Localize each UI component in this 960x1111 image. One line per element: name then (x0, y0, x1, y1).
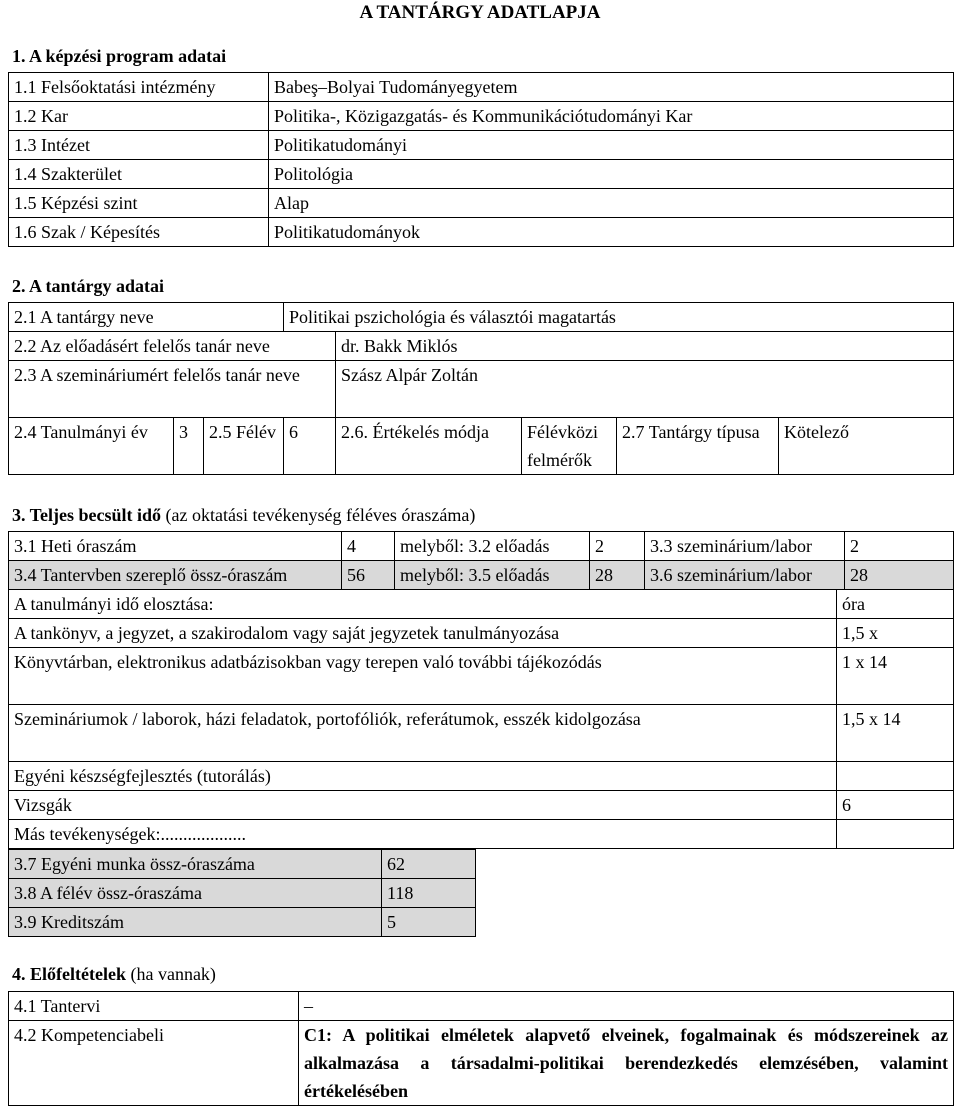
total-label: 3.9 Kreditszám (9, 908, 382, 937)
evaluation-label: 2.6. Értékelés módja (336, 418, 522, 475)
semester-label: 2.5 Félév (204, 418, 284, 475)
lecturer-value: dr. Bakk Miklós (336, 332, 954, 361)
row-label: 1.5 Képzési szint (9, 189, 269, 218)
table-row (9, 73, 954, 102)
totals-table (8, 849, 476, 937)
row-value: Politikatudományok (269, 218, 954, 247)
table-row (9, 791, 954, 820)
table-row (9, 332, 954, 361)
activity-hours: 1,5 x (837, 619, 954, 648)
study-time-table (8, 589, 954, 849)
seminar-lecturer-value: Szász Alpár Zoltán (336, 361, 954, 418)
course-type-label: 2.7 Tantárgy típusa (617, 418, 779, 475)
table-row (9, 820, 954, 849)
total-value: 62 (382, 850, 476, 879)
row-value: Politika-, Közigazgatás- és Kommunikációtudományi Kar (269, 102, 954, 131)
activity-label: A tankönyv, a jegyzet, a szakirodalom vagy saját jegyzetek tanulmányozása (9, 619, 837, 648)
row-label: 1.2 Kar (9, 102, 269, 131)
total-label: 3.8 A félév össz-óraszáma (9, 879, 382, 908)
table-row (9, 561, 954, 590)
row-value: Alap (269, 189, 954, 218)
semester-value: 6 (284, 418, 336, 475)
hours-table (8, 531, 954, 590)
table-row (9, 992, 954, 1021)
section-1-heading: 1. A képzési program adatai (12, 46, 227, 66)
table-row (9, 218, 954, 247)
total-seminar-value: 28 (845, 561, 954, 590)
total-hours-value: 56 (342, 561, 395, 590)
table-row (9, 418, 954, 475)
section-3-heading-bold: 3. Teljes becsült idő (12, 505, 162, 525)
distribution-label: A tanulmányi idő elosztása: (9, 590, 837, 619)
study-year-value: 3 (174, 418, 204, 475)
activity-label: Szemináriumok / laborok, házi feladatok, portofóliók, referátumok, esszék kidolgozása (9, 705, 837, 762)
total-hours-label: 3.4 Tantervben szereplő össz-óraszám (9, 561, 342, 590)
activity-hours: 1 x 14 (837, 648, 954, 705)
course-name-value: Politikai pszichológia és választói magatartás (284, 303, 954, 332)
row-label: 1.6 Szak / Képesítés (9, 218, 269, 247)
activity-label: Egyéni készségfejlesztés (tutorálás) (9, 762, 837, 791)
table-row (9, 850, 476, 879)
activity-label: Vizsgák (9, 791, 837, 820)
seminar-lecturer-label: 2.3 A szemináriumért felelős tanár neve (9, 361, 336, 418)
table-row (9, 361, 954, 418)
section-3-heading (12, 505, 475, 526)
weekly-seminar-label: 3.3 szeminárium/labor (645, 532, 845, 561)
weekly-seminar-value: 2 (845, 532, 954, 561)
activity-hours: 6 (837, 791, 954, 820)
table-row (9, 102, 954, 131)
total-value: 5 (382, 908, 476, 937)
total-lecture-label: melyből: 3.5 előadás (395, 561, 590, 590)
prerequisites-table (8, 991, 954, 1106)
total-value: 118 (382, 879, 476, 908)
study-year-label: 2.4 Tanulmányi év (9, 418, 174, 475)
table-row (9, 619, 954, 648)
section-3-heading-rest: (az oktatási tevékenység féléves óraszáma) (161, 505, 476, 525)
competence-prereq-value: C1: A politikai elméletek alapvető elveinek, fogalmainak és módszereinek az alkalmazása a társadalmi-politikai berendezkedés elemzésében, valamint értékelésében (299, 1021, 954, 1106)
activity-label: Könyvtárban, elektronikus adatbázisokban vagy terepen való további tájékozódás (9, 648, 837, 705)
lecturer-label: 2.2 Az előadásért felelős tanár neve (9, 332, 336, 361)
course-type-value: Kötelező (779, 418, 954, 475)
row-value: Politológia (269, 160, 954, 189)
section-2-heading: 2. A tantárgy adatai (12, 276, 165, 296)
weekly-lecture-value: 2 (590, 532, 645, 561)
table-row (9, 532, 954, 561)
curricular-prereq-value: – (299, 992, 954, 1021)
activity-hours (837, 762, 954, 791)
table-row (9, 131, 954, 160)
table-row (9, 1021, 954, 1106)
program-data-table (8, 72, 954, 247)
curricular-prereq-label: 4.1 Tantervi (9, 992, 299, 1021)
weekly-hours-value: 4 (342, 532, 395, 561)
weekly-lecture-label: melyből: 3.2 előadás (395, 532, 590, 561)
table-row (9, 705, 954, 762)
competence-prereq-label: 4.2 Kompetenciabeli (9, 1021, 299, 1106)
table-row (9, 908, 476, 937)
evaluation-value: Félévközi felmérők (522, 418, 617, 475)
distribution-unit: óra (837, 590, 954, 619)
row-label: 1.4 Szakterület (9, 160, 269, 189)
row-label: 1.3 Intézet (9, 131, 269, 160)
course-name-label: 2.1 A tantárgy neve (9, 303, 284, 332)
row-value: Politikatudományi (269, 131, 954, 160)
table-row (9, 189, 954, 218)
document-title: A TANTÁRGY ADATLAPJA (359, 2, 601, 23)
section-4-heading-bold: 4. Előfeltételek (12, 964, 126, 984)
table-row (9, 879, 476, 908)
activity-label: Más tevékenységek:................... (9, 820, 837, 849)
section-4-heading-rest: (ha vannak) (125, 964, 216, 984)
total-seminar-label: 3.6 szeminárium/labor (645, 561, 845, 590)
table-row (9, 160, 954, 189)
table-row (9, 303, 954, 332)
table-row (9, 648, 954, 705)
activity-hours: 1,5 x 14 (837, 705, 954, 762)
weekly-hours-label: 3.1 Heti óraszám (9, 532, 342, 561)
row-value: Babeş–Bolyai Tudományegyetem (269, 73, 954, 102)
total-label: 3.7 Egyéni munka össz-óraszáma (9, 850, 382, 879)
activity-hours (837, 820, 954, 849)
section-4-heading (12, 964, 216, 985)
total-lecture-value: 28 (590, 561, 645, 590)
course-data-table (8, 302, 954, 475)
table-row (9, 762, 954, 791)
table-row (9, 590, 954, 619)
row-label: 1.1 Felsőoktatási intézmény (9, 73, 269, 102)
